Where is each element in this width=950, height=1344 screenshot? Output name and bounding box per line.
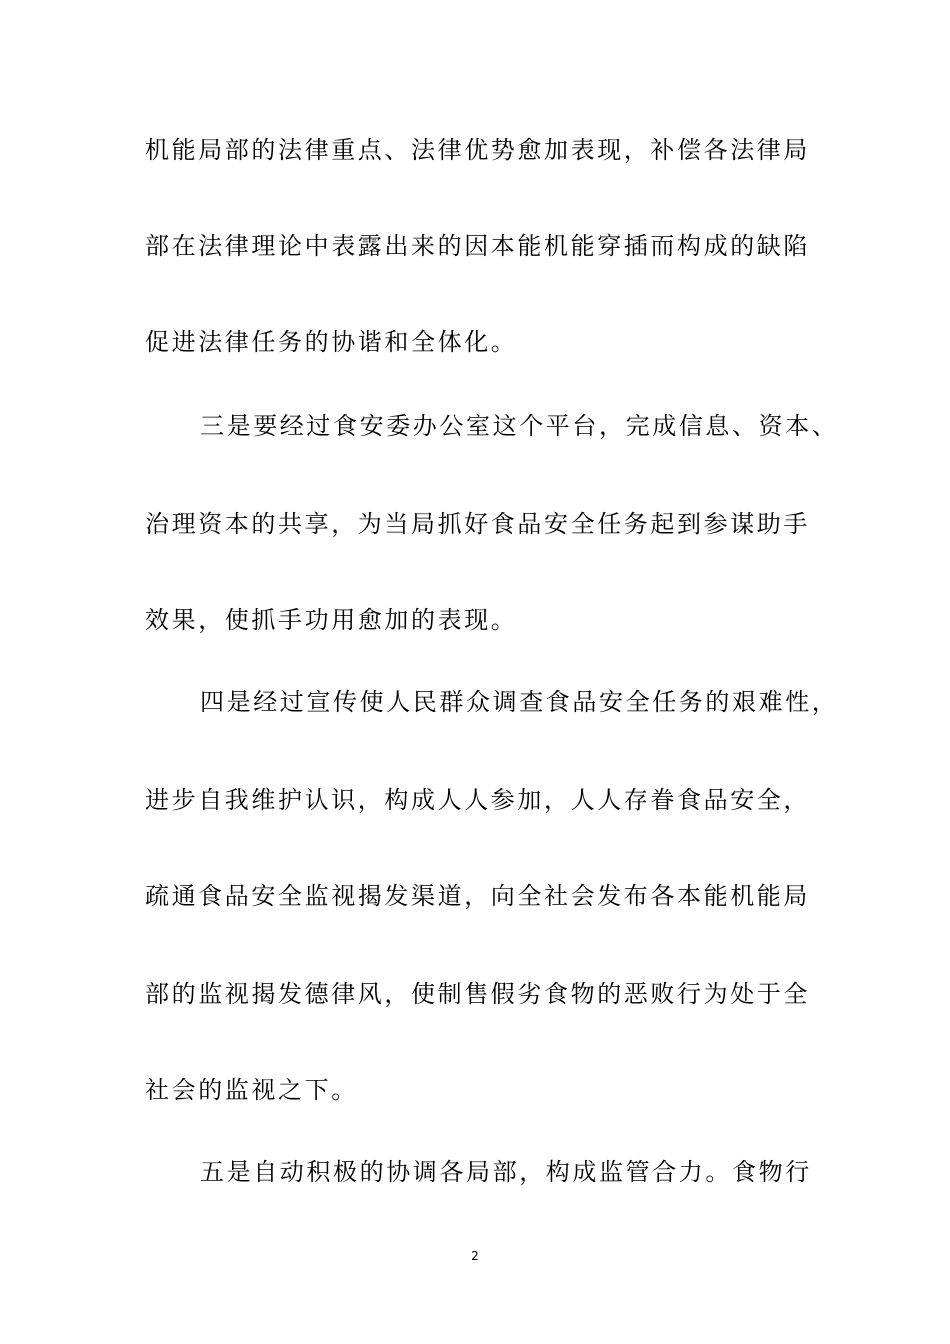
body-text-line-6: 效果，使抓手功用愈加的表现。 <box>145 606 518 634</box>
page-number: 2 <box>471 1249 479 1263</box>
body-text-line-12: 五是自动积极的协调各局部，构成监管合力。食物行 <box>200 1158 812 1186</box>
body-text-line-2: 部在法律理论中表露出来的因本能机能穿插而构成的缺陷 <box>145 232 810 260</box>
body-text-line-8: 进步自我维护认识，构成人人参加，人人存眷食品安全， <box>145 786 810 814</box>
body-text-line-1: 机能局部的法律重点、法律优势愈加表现，补偿各法律局 <box>145 136 810 164</box>
body-text-line-11: 社会的监视之下。 <box>145 1076 358 1104</box>
body-text-line-7: 四是经过宣传使人民群众调查食品安全任务的艰难性， <box>200 688 839 716</box>
body-text-line-4: 三是要经过食安委办公室这个平台，完成信息、资本、 <box>200 412 839 440</box>
body-text-line-10: 部的监视揭发德律风，使制售假劣食物的恶败行为处于全 <box>145 980 810 1008</box>
body-text-line-3: 促进法律任务的协谐和全体化。 <box>145 328 518 356</box>
body-text-line-5: 治理资本的共享，为当局抓好食品安全任务起到参谋助手 <box>145 510 810 538</box>
body-text-line-9: 疏通食品安全监视揭发渠道，向全社会发布各本能机能局 <box>145 882 810 910</box>
